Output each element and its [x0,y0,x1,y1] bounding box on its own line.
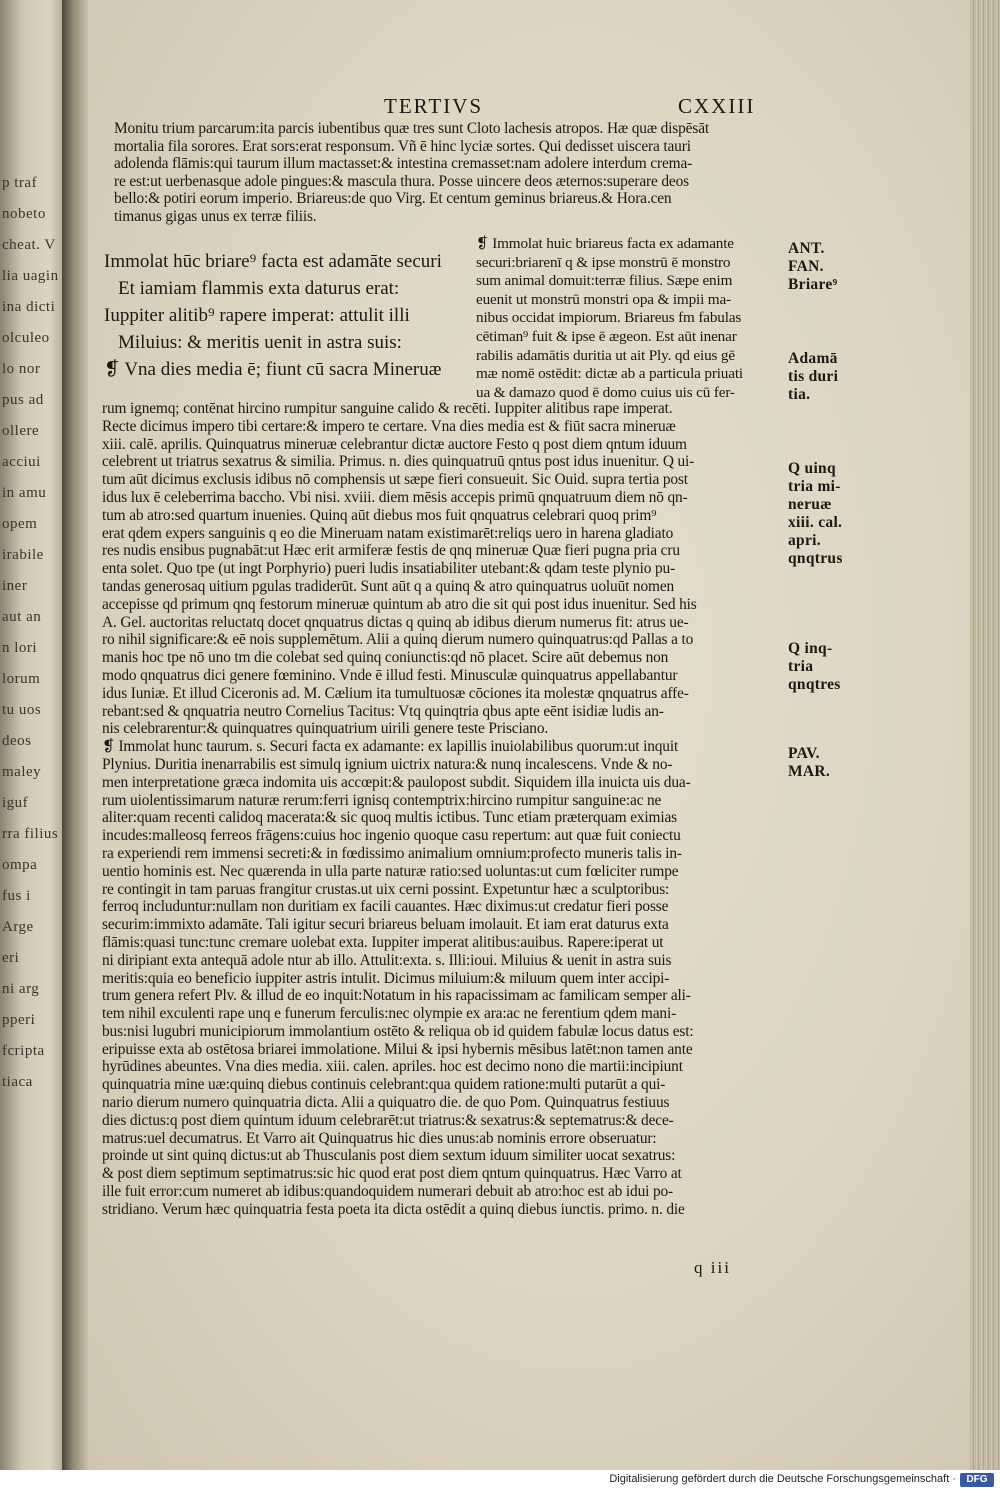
signature-mark: q iii [694,1258,731,1277]
footer-bar [0,1470,1000,1490]
commentary-line: A. Gel. auctoritas reluctatq docet qnquatrus dictas q quinq ab idibus dierum numerus fit: atrus ue- [102,613,689,631]
commentary-line: idus Iuniæ. Et illud Ciceronis ad. M. Cælium ita tumultuosæ cōciones ita molestæ qnquatrus affe- [102,684,689,702]
verse-line: Miluius: & meritis uenit in astra suis: [118,332,402,353]
left-page-fragment: rra filius [2,826,59,842]
commentary-line: ni diripiant exta antequā adole ntur ab illo. Attulit:exta. s. Illi:ioui. Miluius & uenit in astra suis [102,951,672,969]
commentary-line: re est:ut uerbenasque adole pingues:& mascula thura. Posse uincere deos æternos:superare deos [114,172,689,190]
folio-number: CXXIII [678,94,756,118]
commentary-line: enta solet. Quo tpe (ut ingt Porphyrio) pueri ludis insatiabiliter utebant:& qdam teste plynio pu- [102,560,676,578]
left-page-fragment: maley [2,764,42,780]
commentary-line: rum uiolentissimarum naturæ rerum:ferri ignisq contemptrix:hircino rumpitur sanguine:ac ne [102,791,662,809]
left-page-fragment: fcripta [2,1043,45,1059]
commentary-line: erat qdem expers sanguinis q eo die Mineruam natam existimarēt:reliqs uero in harena gladiato [102,524,674,542]
commentary-line: tum aūt dicimus exclusis idibus nō comphensis ut sæpe fieri consueuit. Sic Ouid. supra tertia post [102,471,688,489]
right-commentary [476,235,743,402]
left-page-fragment: in amu [2,485,47,501]
margin-note-line: tria [788,658,814,675]
commentary-line: cētiman⁹ fuit & ipse ē ægeon. Est aūt inenar [476,327,737,345]
margin-note-line: ANT. [788,240,825,257]
commentary-line: accepisse qd primum qnq festorum mineruæ quintum ab atro die sit qui post idus inuenitur. Sed his [102,595,697,613]
margin-note-quinquatria-2 [788,640,841,694]
commentary-line: xiii. calē. aprilis. Quinquatrus mineruæ celebrantur dictæ auctore Festo q post diem qntum iduum [102,435,687,453]
left-page-fragment: p traf [2,175,38,191]
commentary-line: tum ab atro:sed quartum inuenies. Quinq aūt diebus mos fuit qnquatrus celebrari quoq prim⁹ [102,506,657,524]
commentary-line: rebant:sed & qnquatria neutro Cornelius Tacitus: Vtq quinqtria qbus apte eēnt isidiæ ludis an- [102,702,664,720]
book-gutter [62,0,88,1470]
commentary-line: rabilis adamātis duritia ut ait Ply. qd eius gē [476,346,735,364]
commentary-line: mortalia fila sorores. Erat sors:erat responsum. Vñ ē hinc lyciæ sortes. Qui dedisset uiscera tauri [114,137,691,155]
commentary-line: ua & damazo quod ē domo cuius uis cū fer- [476,383,735,401]
verse-block [104,248,442,383]
commentary-line: adolenda flāmis:qui taurum illum mactasset:& intestina cremasset:nam adolere interdum crema- [114,155,693,173]
left-page-fragment: ollere [2,423,40,439]
left-page-fragment: lo nor [2,361,41,377]
commentary-line: ille fuit error:cum numeret ab idibus:quandoquidem numerari debuit ab atro:hoc est ab idui po- [102,1183,674,1201]
margin-note-line: Q uinq [788,460,836,477]
commentary-line: securim:immixto adamāte. Tali igitur securi briareus beluam imolauit. Et iam erat daturus exta [102,916,669,934]
left-page-fragment: pperi [2,1012,36,1028]
margin-note-line: Briare⁹ [788,276,838,293]
commentary-line: matrus:uel decumatrus. Et Varro ait Quinquatrus hic dies unus:ab nominis errore obseruatur: [102,1129,657,1147]
commentary-line: res nudis ensibus pugnabāt:ut Hæc erit armiferæ festis de qnq mineruæ Quæ fieri pugna pria cru [102,542,680,560]
margin-note-line: tia. [788,386,811,403]
commentary-line: securi:briarenī q & ipse monstrū ē monstro [476,253,731,271]
commentary-line: bello:& potiri eorum imperio. Briareus:de quo Virg. Et centum geminus briareus.& Hora.cen [114,190,672,208]
commentary-line: proinde ut sint quinq dictus:ut ab Thusculanis post diem sextum iduum similiter uocat sexatrus: [102,1147,676,1165]
commentary-line: ❡ Immolat huic briareus facta ex adamante [476,235,734,252]
left-page-fragment: iner [2,578,28,594]
commentary-line: tem nihil exculenti rape unq e funerum ferculis:nec olympie ex ara:ac ne ferentium qdem mani- [102,1005,677,1023]
commentary-line: celebrent ut triatrus sexatrus & similia. Primus. n. dies quinquatruū qntus post idus inuenitur. Q ui- [102,453,695,471]
margin-note-line: apri. [788,532,821,549]
commentary-line: ferroq includuntur:nullam non duritiam ex facili cauantes. Hæc diximus:ut credatur fieri posse [102,898,669,916]
commentary-line: modo qnquatrus dici genere fœminino. Vnde ē illud festi. Minusculæ quinquatrus appellabantur [102,666,678,684]
commentary-line: flāmis:quasi tunc:tunc cremare uolebat exta. Iuppiter imperat alitibus:auibus. Rapere:iperat ut [102,933,664,951]
commentary-line: sum animal domuit:terræ filius. Sæpe enim [476,272,733,290]
commentary-line: idus lux ē celeberrima baccho. Vbi nisi. xviii. diem mēsis accepis primū qnquatruum diem nō qn- [102,488,688,506]
commentary-line: meritis:quia eo beneficio iuppiter astris intulit. Dicimus miluium:& miluum quem inter accipi- [102,969,670,987]
left-page-fragment: ni arg [2,981,40,997]
left-page-fragment: opem [2,516,38,532]
left-page-fragment: deos [2,733,32,749]
commentary-line: aliter:quam recenti calidoq macerata:& sic quoq multis ictibus. Tunc etiam præterquam eximias [102,809,678,827]
commentary-line: nario dierum numero quinquatria dicta. Alii a quiquatro die. de quo Pom. Quinquatrus festiuus [102,1094,670,1112]
left-page-fragment: nobeto [2,206,46,222]
verse-line: Iuppiter alitib⁹ rapere imperat: attulit illi [104,305,410,326]
left-page-fragment: iguf [2,795,29,811]
margin-note-line: qnqtrus [788,550,843,567]
commentary-line: stridiano. Verum hæc quinquatria festa poeta ita dicta ostēdit a quinq diebus iunctis. primo. n. die [102,1200,685,1218]
left-page-fragment: cheat. V [2,237,56,253]
margin-note-line: Q inq- [788,640,833,657]
commentary-line: men interpretatione græca indomita uis accœpit:& paulopost subdit. Siquidem illa inuicta uis dua- [102,773,691,791]
book-page [88,0,970,1470]
margin-note-ant-fan [788,240,838,294]
left-page-fragment: tu uos [2,702,42,718]
left-page-fragment: eri [2,950,20,966]
commentary-line: dies dictus:q post diem quintum iduum celebrarēt:ut triatrus:& sexatrus:& septematrus:& dece- [102,1111,674,1129]
footer-credit: Digitalisierung gefördert durch die Deutsche Forschungsgemeinschaft · [609,1473,956,1485]
commentary-line: Recte dicimus impero tibi certare:& impero te certare. Vna dies media est & fiūt sacra mineruæ [102,417,676,435]
left-page-fragment: ina dicti [2,299,56,315]
commentary-line: incudes:malleosq ferreos frāgens:cuius hoc ingenio quoque casu repertum: aut quæ fuit coniectu [102,827,681,845]
commentary-line: Plynius. Duritia inenarrabilis est simulq ignium uictrix natura:& nunq incalescens. Vnde & no- [102,755,673,773]
commentary-line: nis celebrarentur:& quinquatres quinquatrium uirili genere teste Prisciano. [102,720,549,738]
margin-note-pav-mar [788,745,830,781]
left-page-fragment: pus ad [2,392,44,408]
commentary-line: hyrūdines abeuntes. Vna dies media. xiii. calen. apriles. hoc est decimo nono die martii:incipiunt [102,1058,683,1076]
margin-note-adamas [788,350,838,404]
left-page-fragment: lorum [2,671,41,687]
main-commentary [102,400,697,1219]
commentary-line: eripuisse exta ab ostētosa briarei immolatione. Milui & ipsi hybernis mēsibus latēt:non tamen ante [102,1040,693,1058]
commentary-line: timanus gigas unus ex terræ filiis. [114,207,317,225]
left-page-fragment: aut an [2,609,42,625]
commentary-line: trum genera refert Plv. & illud de eo inquit:Notatum in his rapacissimam ac familicam semper ali- [102,987,691,1005]
commentary-line: manis hoc tpe nō uno tm die colebat sed quinq coniunctis:qd nō placet. Scire aūt debemus non [102,649,669,667]
commentary-line: Monitu trium parcarum:ita parcis iubentibus quæ tres sunt Cloto lachesis atropos. Hæ quæ dispēsāt [114,120,710,137]
commentary-line: tandas generosaq uitium pgulas tradiderūt. Sunt aūt q a quinq & atro quinquatrus uoluūt nomen [102,577,675,595]
margin-note-line: tria mi- [788,478,841,495]
commentary-line: & post diem septimum septimatrus:sic hic quod erat post diem qntum quinquatrus. Hæc Varro at [102,1165,682,1183]
left-page-fragment: lia uagin [2,268,59,284]
commentary-line: ro nihil significare:& eē nois supplemētum. Alii a quinq dierum numero quinquatrus:qd Pallas a to [102,631,694,649]
margin-note-line: MAR. [788,763,831,780]
left-page-fragment: n lori [2,640,38,656]
commentary-line: bus:nisi lugubri municipiorum immolantium ostēto & reliqua ob id quidem fabulæ locus datus est: [102,1022,694,1040]
commentary-line: nibus occidat impiorum. Briareus fm fabulas [476,309,742,327]
left-facing-page [0,0,62,1470]
commentary-line: euenit ut monstrū monstri opa & impii ma- [476,290,731,308]
dfg-logo: DFG [960,1473,994,1487]
margin-note-line: Adamā [788,350,838,367]
left-page-fragment: olculeo [2,330,50,346]
top-commentary [114,120,709,226]
commentary-line: rum ignemq; contēnat hircino rumpitur sanguine calido & recēti. Iuppiter alitibus rape imperat. [102,400,673,417]
left-page-fragment: fus i [2,888,31,904]
margin-note-quinquatria [788,460,843,568]
commentary-line: ❡ Immolat hunc taurum. s. Securi facta ex adamante: ex lapillis inuiolabilibus quorum:ut inquit [102,738,679,756]
commentary-line: quinquatria mine uæ:quinq diebus continuis celebrant:qua quidem ratione:multi putarūt a qui- [102,1076,666,1094]
margin-note-line: PAV. [788,745,820,762]
left-page-fragment: ompa [2,857,38,873]
page-title: TERTIVS [384,94,484,118]
margin-note-line: qnqtres [788,676,841,693]
margin-note-line: xiii. cal. [788,514,843,531]
margin-note-line: FAN. [788,258,824,275]
left-page-fragment: tiaca [2,1074,33,1090]
left-page-fragment: acciui [2,454,41,470]
verse-line: Immolat hūc briare⁹ facta est adamāte securi [104,251,442,272]
commentary-line: mæ nomē ostēdit: dictæ ab a particula priuati [476,365,743,383]
commentary-line: ra experiendi rem immensi secreti:& in fœdissimo animalium omnium:profecto muneris talis in- [102,844,682,862]
margin-note-line: tis duri [788,368,839,385]
verse-line: ❡ Vna dies media ē; fiunt cū sacra Mineruæ [104,359,442,380]
left-page-fragment: irabile [2,547,44,563]
margin-note-line: neruæ [788,496,832,513]
verse-line: Et iamiam flammis exta daturus erat: [118,278,400,299]
page-edge [970,0,1000,1470]
commentary-line: re contingit in tam paruas frangitur crustas.ut uix cerni possint. Expetuntur hæc a sculptoribus: [102,880,670,898]
left-page-fragment: Arge [2,919,34,935]
commentary-line: uentio hominis est. Nec quærenda in ulla parte naturæ ratio:sed uoluntas:ut cum fœliciter rumpe [102,862,679,880]
